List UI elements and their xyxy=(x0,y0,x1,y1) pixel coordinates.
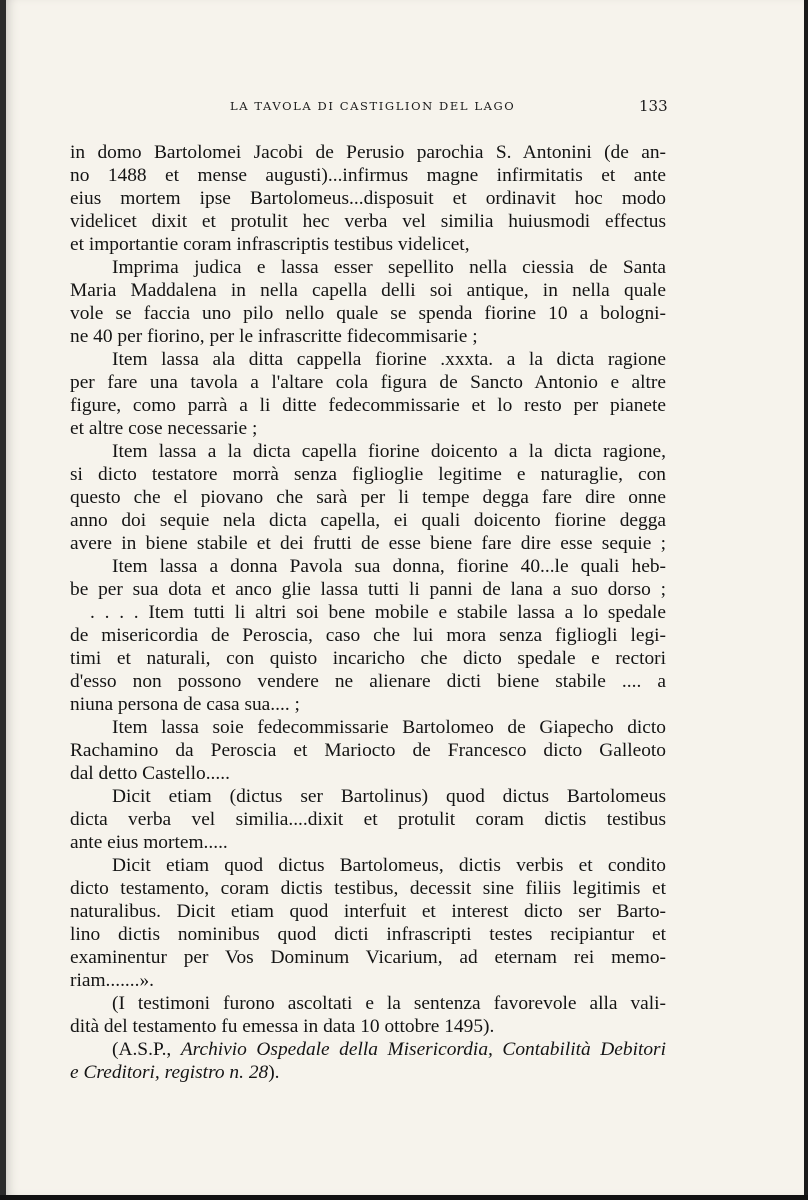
text-line: dal detto Castello..... xyxy=(70,763,230,784)
text-line: Dicit etiam quod dictus Bartolomeus, dictis verbis et condito xyxy=(112,855,666,876)
page-number: 133 xyxy=(639,97,668,115)
text-line: no 1488 et mense augusti)...infirmus magne infirmitatis et ante xyxy=(70,165,666,186)
text-line: dicto testamento, coram dictis testibus, decessit sine filiis legitimis et xyxy=(70,878,666,899)
citation-line xyxy=(70,1061,666,1084)
text-line: anno doi sequie nela dicta capella, ei quali doicento fiorine degga xyxy=(70,510,666,531)
text-line: Item lassa a la dicta capella fiorine doicento a la dicta ragione, xyxy=(112,441,666,462)
citation-register: e Creditori, registro n. 28 xyxy=(70,1062,269,1083)
text-line: niuna persona de casa sua.... ; xyxy=(70,694,300,715)
text-line: riam.......». xyxy=(70,970,155,991)
text-line: avere in biene stabile et dei frutti de esse biene fare dire esse sequie ; xyxy=(70,533,666,554)
book-page xyxy=(6,0,804,1195)
running-header: LA TAVOLA DI CASTIGLION DEL LAGO xyxy=(230,99,516,113)
text-line: et importantie coram infrascriptis testibus videlicet, xyxy=(70,234,470,255)
text-line: timi et naturali, con quisto incaricho che dicto spedale e rectori xyxy=(70,648,666,669)
text-line: lino dictis nominibus quod dicti infrascripti testes recipiantur et xyxy=(70,924,666,945)
text-line: figure, como parrà a li ditte fedecommissarie et lo resto per pianete xyxy=(70,395,666,416)
text-line: Maria Maddalena in nella capella delli soi antique, in nella quale xyxy=(70,280,666,301)
text-line: Imprima judica e lassa esser sepellito nella ciessia de Santa xyxy=(112,257,666,278)
text-line: naturalibus. Dicit etiam quod interfuit et interest dicto ser Barto- xyxy=(70,901,666,922)
text-line: eius mortem ipse Bartolomeus...disposuit et ordinavit hoc modo xyxy=(70,188,666,209)
text-line: d'esso non possono vendere ne alienare dicti biene stabile .... a xyxy=(70,671,666,692)
text-line: vole se faccia uno pilo nello quale se spenda fiorine 10 a bologni- xyxy=(70,303,666,324)
text-line: ne 40 per fiorino, per le infrascritte fidecommisarie ; xyxy=(70,326,478,347)
text-line: si dicto testatore morrà senza figlioglie legitime e naturaglie, con xyxy=(70,464,666,485)
page-bottom-edge xyxy=(0,1195,808,1200)
text-line: Item lassa a donna Pavola sua donna, fiorine 40...le quali heb- xyxy=(112,556,666,577)
body-text xyxy=(70,141,666,1084)
text-line: et altre cose necessarie ; xyxy=(70,418,258,439)
text-line: per fare una tavola a l'altare cola figura de Sancto Antonio e altre xyxy=(70,372,666,393)
text-line: be per sua dota et anco glie lassa tutti li panni de lana a suo dorso ; xyxy=(70,579,666,600)
text-line: videlicet dixit et protulit hec verba vel similia huiusmodi effectus xyxy=(70,211,666,232)
text-line: in domo Bartolomei Jacobi de Perusio parochia S. Antonini (de an- xyxy=(70,142,666,163)
text-line: examinentur per Vos Dominum Vicarium, ad eternam rei memo- xyxy=(70,947,666,968)
text-line: questo che el piovano che sarà per li tempe degga fare dire onne xyxy=(70,487,666,508)
citation-prefix: (A.S.P., xyxy=(112,1039,181,1060)
citation-suffix: ). xyxy=(268,1062,280,1083)
text-line: dicta verba vel similia....dixit et protulit coram dictis testibus xyxy=(70,809,666,830)
text-line: . . . . Item tutti li altri soi bene mobile e stabile lassa a lo spedale xyxy=(90,602,666,623)
text-line: Rachamino da Peroscia et Mariocto de Francesco dicto Galleoto xyxy=(70,740,666,761)
text-line: Item lassa ala ditta cappella fiorine .xxxta. a la dicta ragione xyxy=(112,349,666,370)
text-line: Dicit etiam (dictus ser Bartolinus) quod dictus Bartolomeus xyxy=(112,786,666,807)
citation-line xyxy=(70,1038,666,1061)
text-line: dità del testamento fu emessa in data 10 ottobre 1495). xyxy=(70,1016,495,1037)
text-line: (I testimoni furono ascoltati e la sentenza favorevole alla vali- xyxy=(112,993,666,1014)
citation-source: Archivio Ospedale della Misericordia, Contabilità Debitori xyxy=(180,1039,666,1060)
text-line: ante eius mortem..... xyxy=(70,832,228,853)
text-line: de misericordia de Peroscia, caso che lui mora senza figliogli legi- xyxy=(70,625,666,646)
text-line: Item lassa soie fedecommissarie Bartolomeo de Giapecho dicto xyxy=(112,717,666,738)
